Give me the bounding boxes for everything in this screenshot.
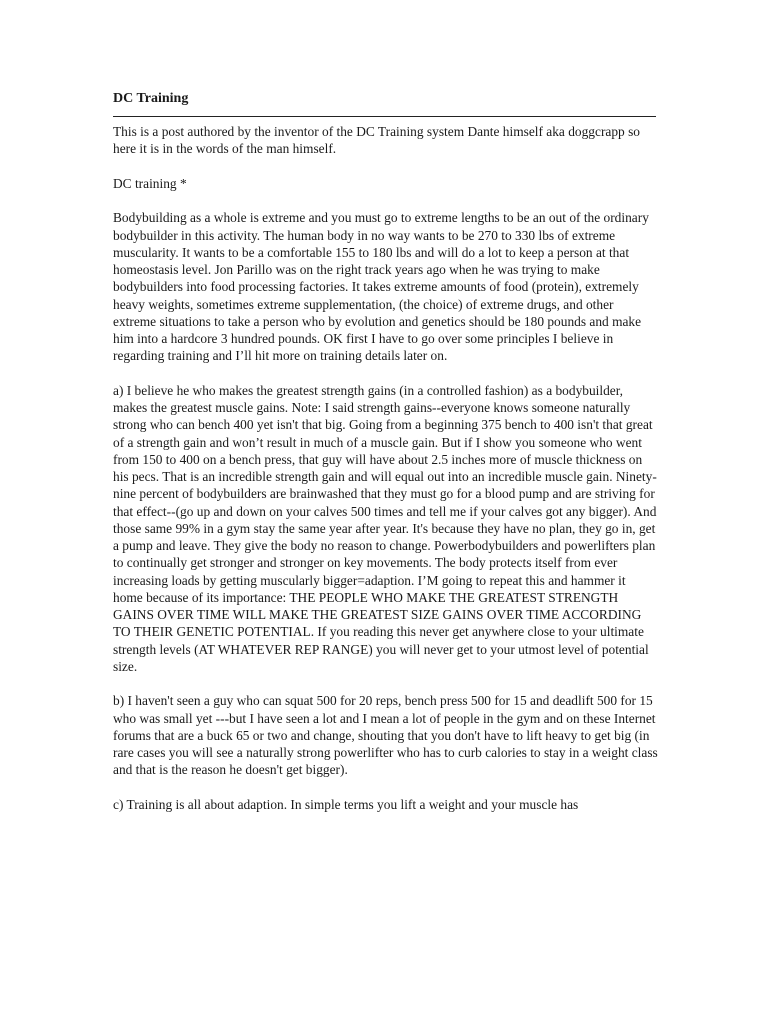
title-divider	[113, 116, 656, 117]
document-page	[113, 88, 658, 830]
section-heading: DC training *	[113, 175, 187, 191]
document-title: DC Training	[113, 91, 189, 106]
body-paragraph-c: c) Training is all about adaption. In simple terms you lift a weight and your muscle has	[113, 796, 579, 812]
intro-paragraph: This is a post authored by the inventor of the DC Training system Dante himself aka doggcrapp so here it is in the words of the man himself.	[113, 124, 640, 157]
body-paragraph-b: b) I haven't seen a guy who can squat 500 for 20 reps, bench press 500 for 15 and deadlift 500 for 15 who was small yet ---but I have seen a lot and I mean a lot of people in the gym and on these Internet forums that are a buck 65 or two and change, shouting that you don't have to lift heavy to get big (in rare cases you will see a naturally strong powerlifter who has to curb calories to stay in a weight class and that is the reason he doesn't get bigger).	[113, 693, 658, 778]
body-paragraph-a: a) I believe he who makes the greatest strength gains (in a controlled fashion) as a bodybuilder, makes the greatest muscle gains. Note: I said strength gains--everyone knows someone naturally strong who can bench 400 yet isn't that big. Going from a beginning 375 bench to 400 isn't that great of a strength gain and won’t result in much of a muscle gain. But if I show you someone who went from 150 to 400 on a bench press, that guy will have about 2.5 inches more of muscle thickness on his pecs. That is an incredible strength gain and will equal out into an incredible muscle gain. Ninety-nine percent of bodybuilders are brainwashed that they must go for a blood pump and are striving for that effect--(go up and down on your calves 500 times and tell me if your calves got any bigger). And those same 99% in a gym stay the same year after year. It's because they have no plan, they go in, get a pump and leave. They give the body no reason to change. Powerbodybuilders and powerlifters plan to continually get stronger and stronger on key movements. The body protects itself from ever increasing loads by getting muscularly bigger=adaption. I’M going to repeat this and hammer it home because of its importance: THE PEOPLE WHO MAKE THE GREATEST STRENGTH GAINS OVER TIME WILL MAKE THE GREATEST SIZE GAINS OVER TIME ACCORDING TO THEIR GENETIC POTENTIAL. If you reading this never get anywhere close to your ultimate strength levels (AT WHATEVER REP RANGE) you will never get to your utmost level of potential size.	[113, 382, 657, 674]
body-paragraph-1: Bodybuilding as a whole is extreme and you must go to extreme lengths to be an out of the ordinary bodybuilder in this activity. The human body in no way wants to be 270 to 330 lbs of extreme muscularity. It wants to be a comfortable 155 to 180 lbs and will do a lot to keep a person at that homeostasis level. Jon Parillo was on the right track years ago when he was trying to make bodybuilders into food processing factories. It takes extreme amounts of food (protein), extremely heavy weights, sometimes extreme supplementation, (the choice) of extreme drugs, and other extreme situations to take a person who by evolution and genetics should be 180 pounds and make him into a hardcore 3 hundred pounds. OK first I have to go over some principles I believe in regarding training and I’ll hit more on training details later on.	[113, 210, 649, 364]
